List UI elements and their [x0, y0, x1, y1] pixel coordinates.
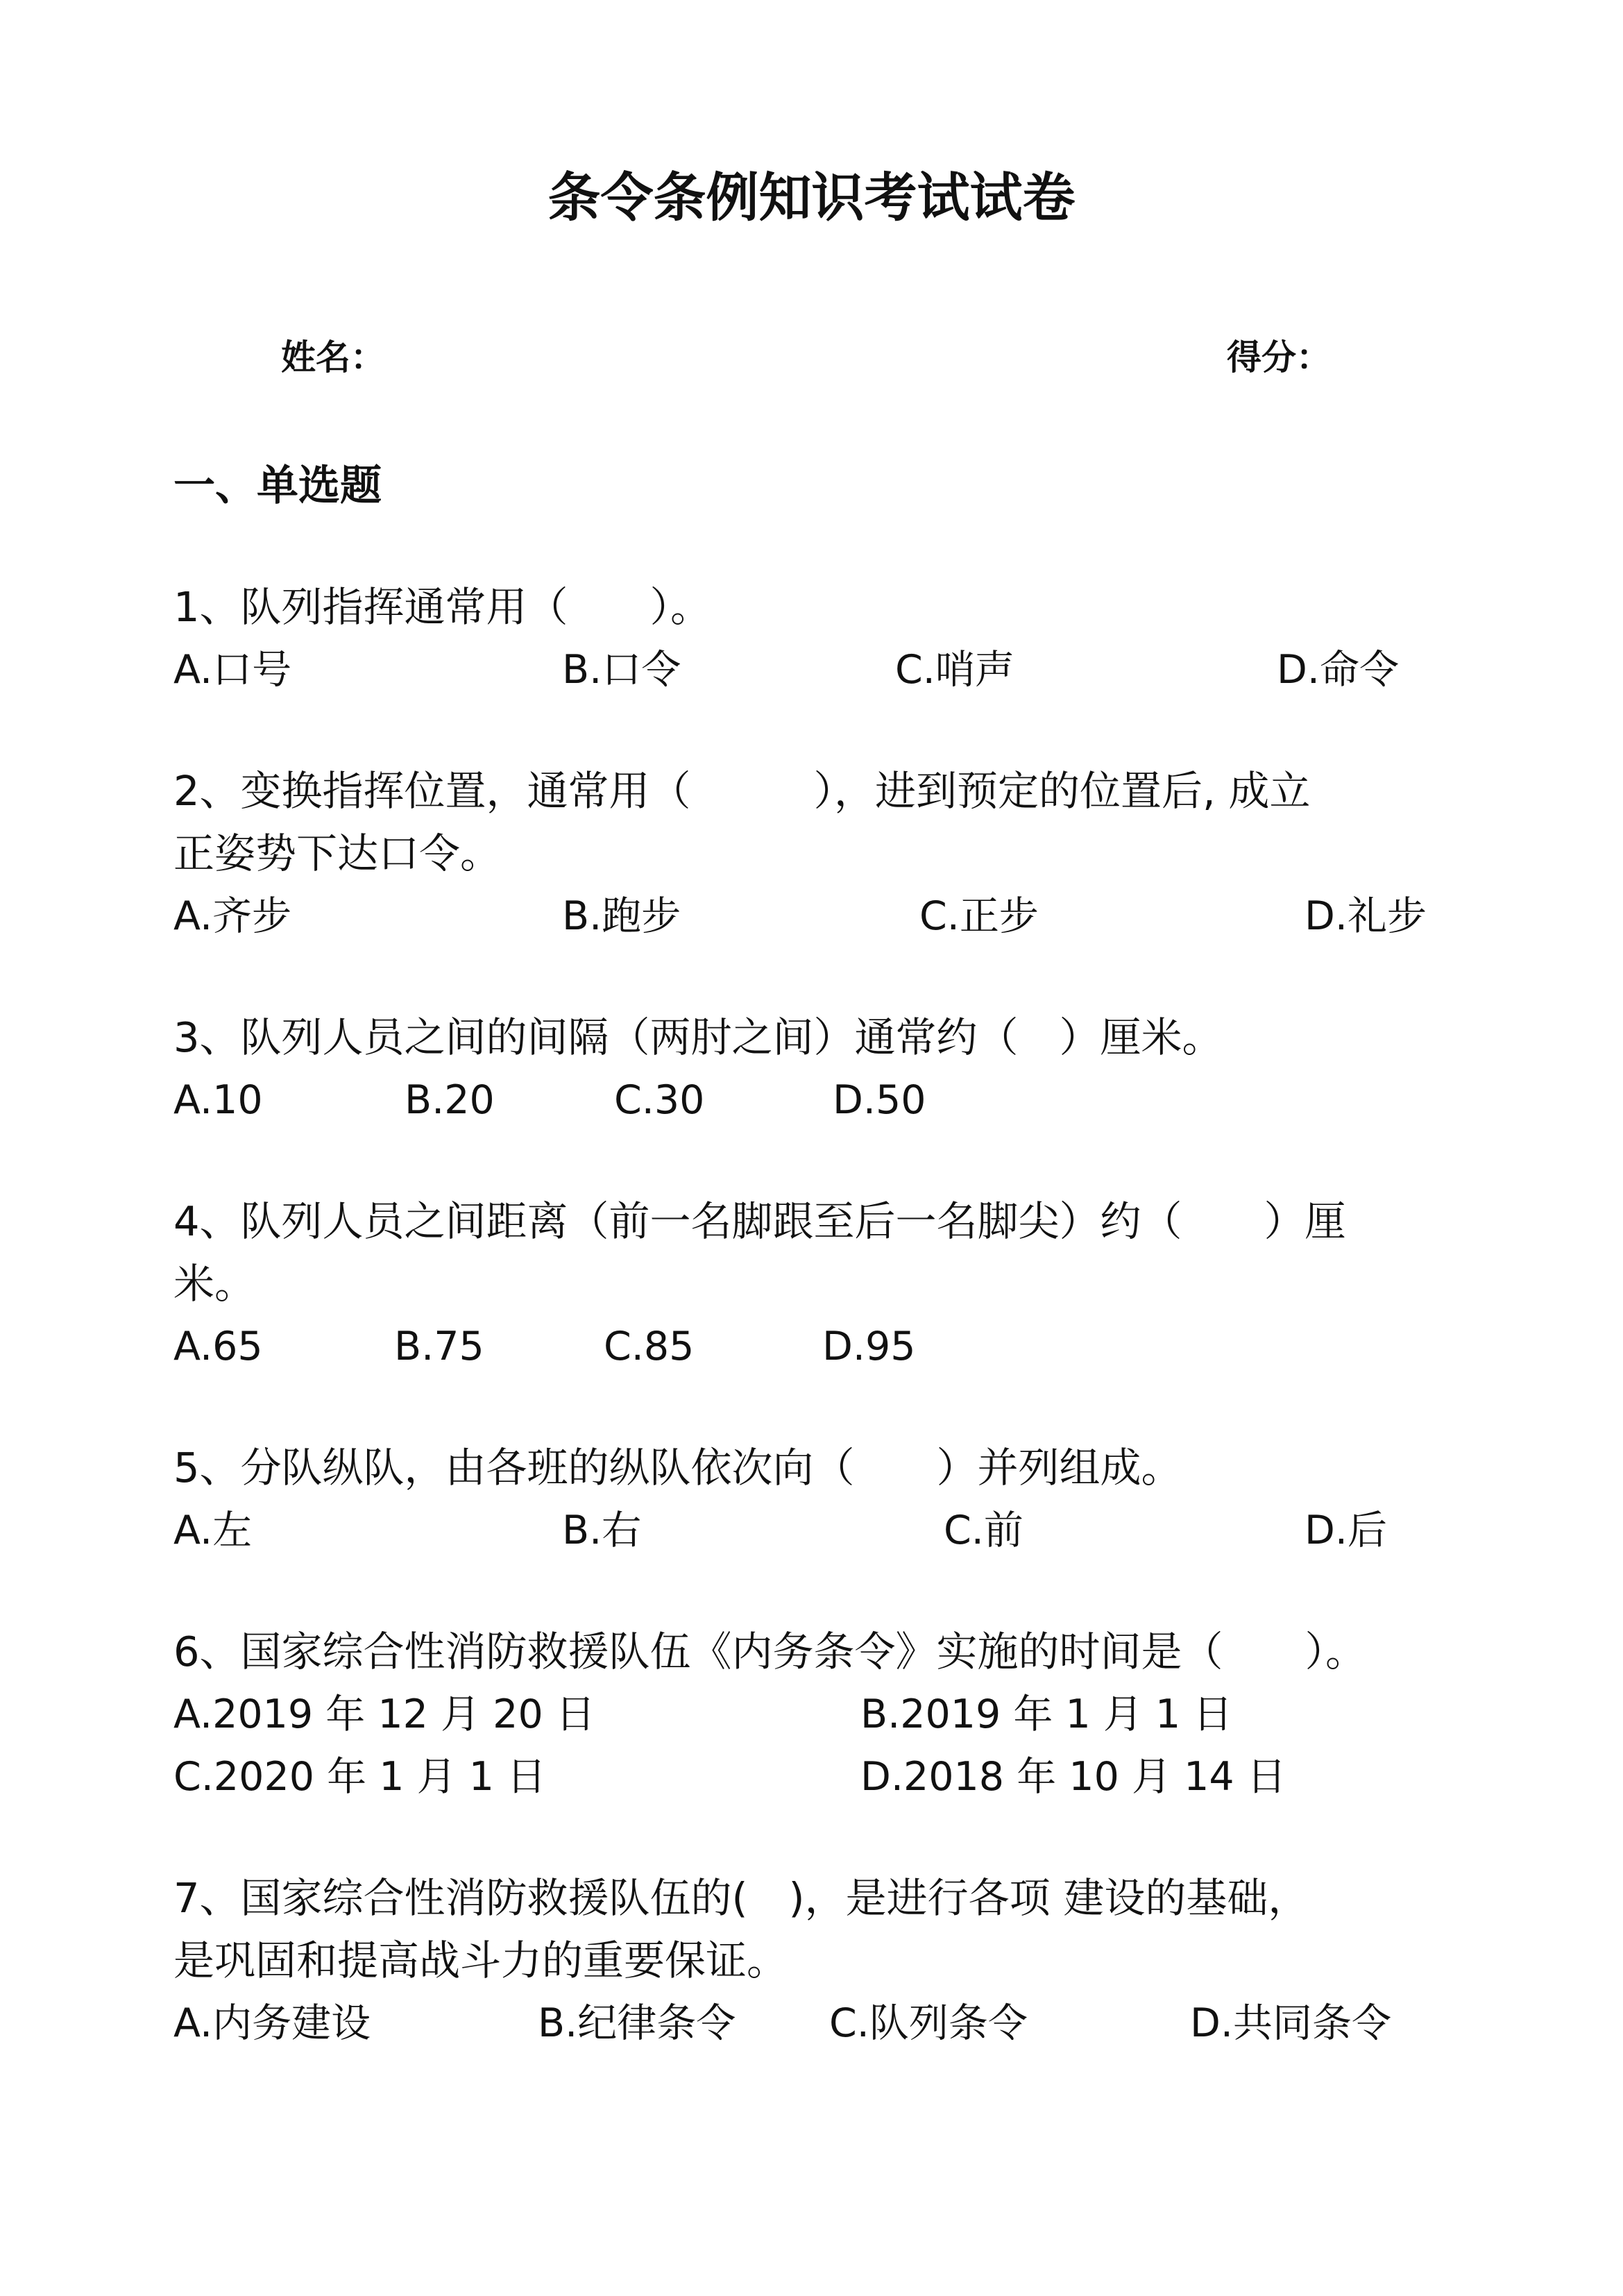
- question-2-option-b: B.跑步: [562, 893, 681, 939]
- question-4-stem-line-2: 米。: [173, 1260, 256, 1308]
- question-6-option-b: B.2019 年 1 月 1 日: [860, 1691, 1233, 1737]
- question-2-option-d: D.礼步: [1305, 893, 1427, 939]
- question-5-stem: 5、分队纵队，由各班的纵队依次向（ ）并列组成。: [173, 1444, 1182, 1492]
- section-title: 一、单选题: [173, 462, 382, 510]
- question-7-option-b: B.纪律条令: [538, 2000, 736, 2046]
- question-6-option-a: A.2019 年 12 月 20 日: [173, 1691, 595, 1737]
- question-6-option-d: D.2018 年 10 月 14 日: [860, 1754, 1286, 1800]
- question-2-stem-line-2: 正姿势下达口令。: [173, 829, 502, 877]
- question-7-option-c: C.队列条令: [829, 2000, 1028, 2046]
- question-3-option-a: A.10: [173, 1077, 263, 1123]
- question-3-option-b: B.20: [405, 1077, 495, 1123]
- question-7-option-d: D.共同条令: [1190, 2000, 1392, 2046]
- question-7-stem-line-2: 是巩固和提高战斗力的重要保证。: [173, 1936, 788, 1984]
- question-4-option-a: A.65: [173, 1324, 263, 1369]
- name-label: 姓名：: [281, 337, 385, 378]
- question-3-option-c: C.30: [614, 1077, 705, 1123]
- question-3-option-d: D.50: [833, 1077, 926, 1123]
- question-5-option-c: C.前: [944, 1508, 1023, 1553]
- score-label: 得分：: [1227, 337, 1331, 378]
- question-1-option-c: C.哨声: [895, 647, 1014, 693]
- question-7-stem-line-1: 7、国家综合性消防救援队伍的( )，是进行各项 建设的基础，: [173, 1874, 1309, 1922]
- question-1-stem: 1、队列指挥通常用（ ）。: [173, 583, 712, 631]
- question-6-option-c: C.2020 年 1 月 1 日: [173, 1754, 547, 1800]
- page-title: 条令条例知识考试试卷: [547, 167, 1076, 228]
- question-1-option-d: D.命令: [1277, 647, 1400, 693]
- question-4-option-b: B.75: [394, 1324, 484, 1369]
- question-5-option-d: D.后: [1305, 1508, 1388, 1553]
- question-1-option-a: A.口号: [173, 647, 292, 693]
- question-4-stem-line-1: 4、队列人员之间距离（前一名脚跟至后一名脚尖）约（ ）厘: [173, 1197, 1346, 1245]
- question-3-stem: 3、队列人员之间的间隔（两肘之间）通常约（ ）厘米。: [173, 1013, 1223, 1061]
- question-4-option-c: C.85: [604, 1324, 695, 1369]
- question-2-stem-line-1: 2、变换指挥位置，通常用（ ），进到预定的位置后, 成立: [173, 767, 1311, 815]
- question-1-option-b: B.口令: [562, 647, 681, 693]
- question-6-stem: 6、国家综合性消防救援队伍《内务条令》实施的时间是（ ）。: [173, 1628, 1367, 1675]
- question-2-option-a: A.齐步: [173, 893, 292, 939]
- question-7-option-a: A.内务建设: [173, 2000, 371, 2046]
- question-5-option-a: A.左: [173, 1508, 253, 1553]
- question-4-option-d: D.95: [822, 1324, 916, 1369]
- question-5-option-b: B.右: [562, 1508, 642, 1553]
- question-2-option-c: C.正步: [919, 893, 1039, 939]
